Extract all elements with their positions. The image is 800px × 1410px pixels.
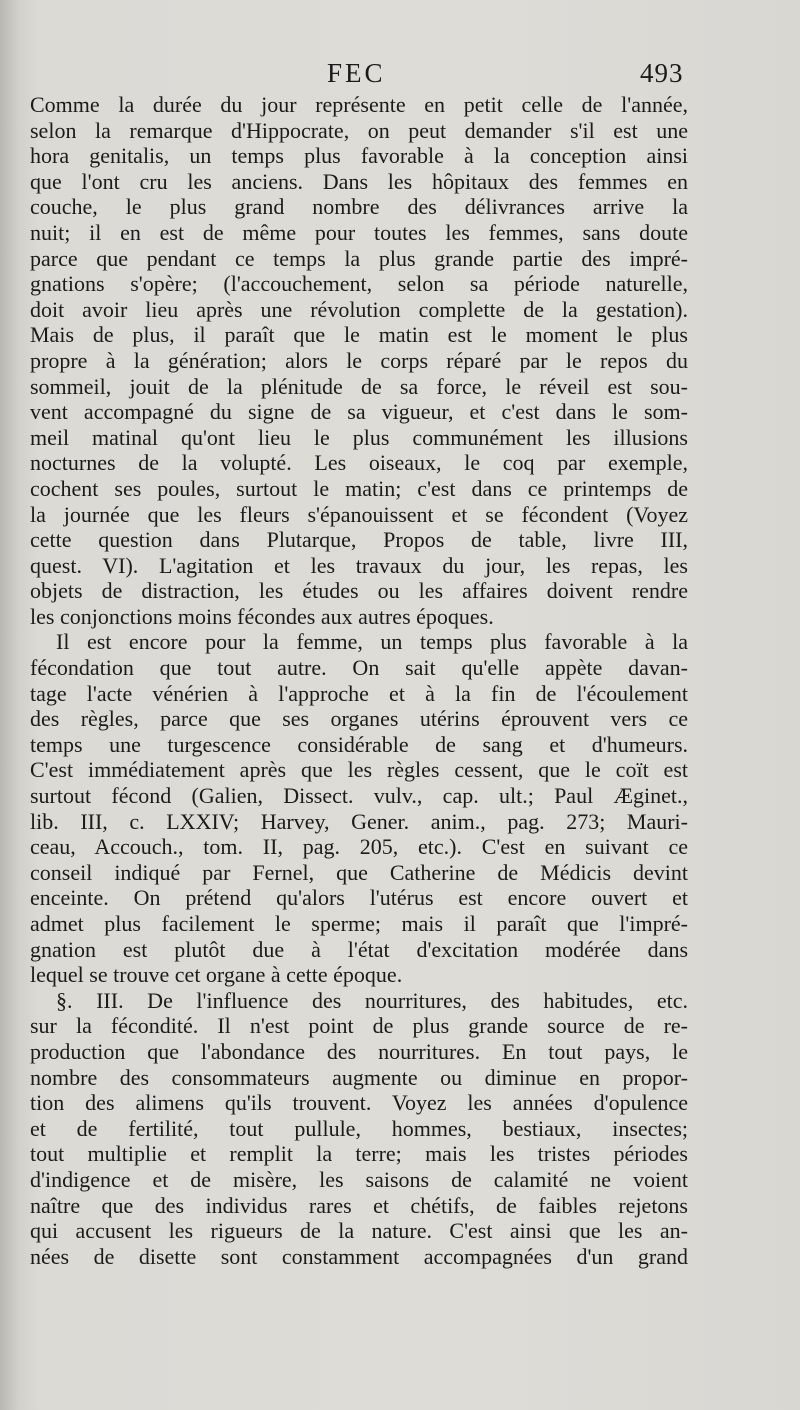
text-line: ceau, Accouch., tom. II, pag. 205, etc.). C'est en suivant ce <box>30 834 688 860</box>
text-line: tion des alimens qu'ils trouvent. Voyez les années d'opulence <box>30 1090 688 1116</box>
text-line: gnations s'opère; (l'accouchement, selon sa période naturelle, <box>30 271 688 297</box>
text-line: nées de disette sont constamment accompagnées d'un grand <box>30 1243 688 1269</box>
text-line: Comme la durée du jour représente en petit celle de l'année, <box>30 92 688 117</box>
text-line: lib. III, c. LXXIV; Harvey, Gener. anim., pag. 273; Mauri- <box>30 808 688 834</box>
text-line: hora genitalis, un temps plus favorable à la conception ainsi <box>30 143 688 169</box>
text-line: et de fertilité, tout pullule, hommes, bestiaux, insectes; <box>30 1115 688 1141</box>
text-line: enceinte. On prétend qu'alors l'utérus est encore ouvert et <box>30 885 688 911</box>
text-line: selon la remarque d'Hippocrate, on peut demander s'il est une <box>30 117 688 143</box>
text-line: gnation est plutôt due à l'état d'excitation modérée dans <box>30 936 688 962</box>
text-line: lequel se trouve cet organe à cette époque. <box>30 962 403 988</box>
text-line: quest. VI). L'agitation et les travaux du jour, les repas, les <box>30 552 688 578</box>
text-line: Il est encore pour la femme, un temps plus favorable à la <box>56 629 688 655</box>
text-line: nuit; il en est de même pour toutes les femmes, sans doute <box>30 219 688 245</box>
text-line: production que l'abondance des nourritures. En tout pays, le <box>30 1038 688 1064</box>
text-line: temps une turgescence considérable de sang et d'humeurs. <box>30 731 688 757</box>
text-line: cette question dans Plutarque, Propos de table, livre III, <box>30 527 688 553</box>
text-line: la journée que les fleurs s'épanouissent et se fécondent (Voyez <box>30 501 688 527</box>
text-line: admet plus facilement le sperme; mais il paraît que l'impré- <box>30 911 688 936</box>
text-line: Mais de plus, il paraît que le matin est le moment le plus <box>30 322 688 348</box>
text-line: sommeil, jouit de la plénitude de sa force, le réveil est sou- <box>30 373 688 399</box>
section-heading-line: §. III. De l'influence des nourritures, des habitudes, etc. <box>56 987 688 1013</box>
page-number: 493 <box>640 58 684 88</box>
text-line: tout multiplie et remplit la terre; mais les tristes périodes <box>30 1141 688 1167</box>
text-line: qui accusent les rigueurs de la nature. C'est ainsi que les an- <box>30 1218 688 1244</box>
text-line: doit avoir lieu après une révolution complette de la gestation). <box>30 296 688 322</box>
text-line: meil matinal qu'ont lieu le plus communément les illusions <box>30 424 688 450</box>
text-line: des règles, parce que ses organes utérins éprouvent vers ce <box>30 706 688 732</box>
text-line: couche, le plus grand nombre des délivrances arrive la <box>30 194 688 220</box>
running-head-title: FEC <box>327 58 386 88</box>
text-line: nocturnes de la volupté. Les oiseaux, le coq par exemple, <box>30 450 688 476</box>
text-line: sur la fécondité. Il n'est point de plus grande source de re- <box>30 1013 688 1039</box>
text-line: propre à la génération; alors le corps réparé par le repos du <box>30 347 688 373</box>
text-line: tage l'acte vénérien à l'approche et à la fin de l'écoulement <box>30 680 688 706</box>
text-line: surtout fécond (Galien, Dissect. vulv., cap. ult.; Paul Æginet., <box>30 783 688 809</box>
text-line: d'indigence et de misère, les saisons de calamité ne voient <box>30 1166 688 1192</box>
text-line: cochent ses poules, surtout le matin; c'est dans ce printemps de <box>30 475 688 501</box>
text-line: objets de distraction, les études ou les affaires doivent rendre <box>30 578 688 604</box>
text-line: fécondation que tout autre. On sait qu'elle appète davan- <box>30 655 688 681</box>
text-line: naître que des individus rares et chétifs, de faibles rejetons <box>30 1192 688 1218</box>
text-line: les conjonctions moins fécondes aux autres époques. <box>30 603 494 629</box>
text-line: C'est immédiatement après que les règles cessent, que le coït est <box>30 757 688 783</box>
text-line: nombre des consommateurs augmente ou diminue en propor- <box>30 1064 688 1090</box>
text-line: conseil indiqué par Fernel, que Catherine de Médicis devint <box>30 859 688 885</box>
text-line: vent accompagné du signe de sa vigueur, et c'est dans le som- <box>30 399 688 425</box>
text-line: que l'ont cru les anciens. Dans les hôpitaux des femmes en <box>30 168 688 194</box>
text-line: parce que pendant ce temps la plus grande partie des impré- <box>30 245 688 271</box>
body-text <box>30 92 688 1269</box>
